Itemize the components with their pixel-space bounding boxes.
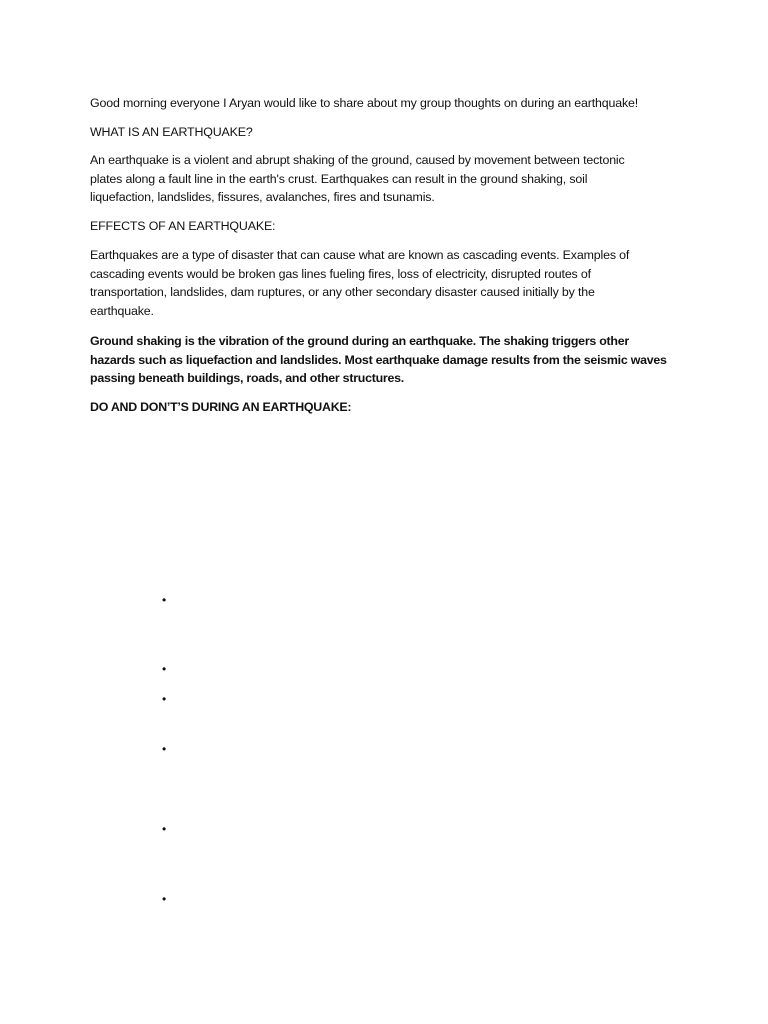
- list-bullet: •: [162, 662, 167, 676]
- heading-effects-text: EFFECTS OF AN EARTHQUAKE:: [90, 219, 276, 233]
- definition-paragraph: [90, 151, 680, 207]
- list-bullet: •: [162, 692, 167, 706]
- list-bullet: •: [162, 822, 167, 836]
- heading-do-dont: [90, 398, 680, 417]
- ground-shaking-line: Ground shaking is the vibration of the ground during an earthquake. The shaking triggers other: [90, 334, 629, 348]
- effects-line: transportation, landslides, dam ruptures, or any other secondary disaster caused initially by the: [90, 285, 595, 300]
- effects-line: Earthquakes are a type of disaster that can cause what are known as cascading events. Examples of: [90, 248, 630, 262]
- intro-paragraph: [90, 94, 680, 113]
- effects-paragraph: [90, 246, 680, 320]
- list-bullet: •: [162, 742, 167, 756]
- ground-shaking-line: hazards such as liquefaction and landslides. Most earthquake damage results from the seismic waves: [90, 352, 667, 367]
- intro-text: Good morning everyone I Aryan would like to share about my group thoughts on during an earthquake!: [90, 96, 639, 110]
- ground-shaking-line: passing beneath buildings, roads, and other structures.: [90, 371, 404, 386]
- heading-effects: [90, 217, 680, 236]
- ground-shaking-paragraph: [90, 332, 680, 388]
- heading-do-dont-text: DO AND DON’T’S DURING AN EARTHQUAKE:: [90, 400, 352, 414]
- definition-line: An earthquake is a violent and abrupt shaking of the ground, caused by movement between tectonic: [90, 153, 625, 167]
- effects-line: cascading events would be broken gas lines fueling fires, loss of electricity, disrupted routes of: [90, 266, 591, 281]
- heading-what-is-earthquake: [90, 123, 680, 142]
- effects-line: earthquake.: [90, 303, 154, 318]
- heading-what-text: WHAT IS AN EARTHQUAKE?: [90, 125, 253, 139]
- list-bullet: •: [162, 892, 167, 906]
- definition-line: liquefaction, landslides, fissures, avalanches, fires and tsunamis.: [90, 190, 435, 205]
- definition-line: plates along a fault line in the earth's crust. Earthquakes can result in the ground shaking, soil: [90, 171, 588, 186]
- list-bullet: •: [162, 593, 167, 607]
